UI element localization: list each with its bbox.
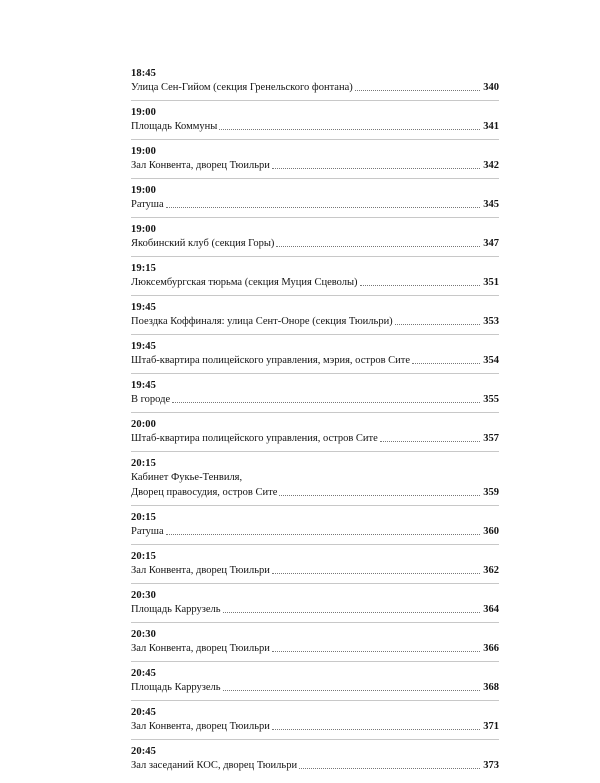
toc-entry[interactable]: [131, 379, 499, 413]
entry-line: [131, 158, 499, 173]
entry-title: Зал заседаний КОС, дворец Тюильри: [131, 760, 298, 771]
entry-title: Площадь Коммуны: [131, 121, 218, 132]
entry-line: [131, 719, 499, 734]
entry-line: [131, 563, 499, 578]
entry-time: 20:00: [131, 419, 156, 430]
entry-line: [131, 353, 499, 368]
entry-page-number: 354: [483, 355, 499, 366]
entry-time: 19:15: [131, 263, 156, 274]
dot-leader: [355, 90, 481, 91]
entry-page-number: 347: [483, 238, 499, 249]
entry-line: [131, 524, 499, 539]
dot-leader: [223, 612, 481, 613]
entry-title: Улица Сен-Гийом (секция Гренельского фонтана): [131, 82, 353, 93]
dot-leader: [395, 324, 481, 325]
dot-leader: [272, 651, 480, 652]
dot-leader: [223, 690, 481, 691]
entry-page-number: 341: [483, 121, 499, 132]
entry-page-number: 345: [483, 199, 499, 210]
toc-entry[interactable]: [131, 457, 499, 506]
entry-time: 20:45: [131, 707, 156, 718]
entry-line: [131, 236, 499, 251]
entry-page-number: 373: [483, 760, 499, 771]
entry-page-number: 355: [483, 394, 499, 405]
entry-title: Зал Конвента, дворец Тюильри: [131, 565, 270, 576]
toc-entry[interactable]: [131, 340, 499, 374]
entry-title: Площадь Каррузель: [131, 682, 221, 693]
entry-page-number: 368: [483, 682, 499, 693]
toc-entry[interactable]: [131, 223, 499, 257]
entry-title: Якобинский клуб (секция Горы): [131, 238, 275, 249]
entry-line: [131, 431, 499, 446]
entry-time: 19:00: [131, 146, 156, 157]
entry-line: [131, 680, 499, 695]
entry-title: Зал Конвента, дворец Тюильри: [131, 160, 270, 171]
entry-title: Штаб-квартира полицейского управления, мэрия, остров Сите: [131, 355, 411, 366]
entry-time: 20:15: [131, 551, 156, 562]
entry-time: 19:00: [131, 107, 156, 118]
toc-entry[interactable]: [131, 184, 499, 218]
entry-page-number: 353: [483, 316, 499, 327]
entry-title: Дворец правосудия, остров Сите: [131, 487, 278, 498]
entry-line: [131, 485, 499, 500]
toc-entry[interactable]: [131, 262, 499, 296]
entry-page-number: 364: [483, 604, 499, 615]
entry-time: 20:45: [131, 746, 156, 757]
entry-page-number: 360: [483, 526, 499, 537]
toc-entry[interactable]: [131, 511, 499, 545]
toc-entry[interactable]: [131, 628, 499, 662]
entry-line: [131, 641, 499, 656]
toc-entry[interactable]: [131, 706, 499, 740]
dot-leader: [279, 495, 480, 496]
entry-time: 19:45: [131, 341, 156, 352]
entry-line: [131, 392, 499, 407]
entry-page-number: 362: [483, 565, 499, 576]
entry-title: Зал Конвента, дворец Тюильри: [131, 721, 270, 732]
dot-leader: [272, 573, 480, 574]
entry-time: 19:00: [131, 185, 156, 196]
entry-time: 19:00: [131, 224, 156, 235]
entry-page-number: 357: [483, 433, 499, 444]
entry-line: [131, 119, 499, 134]
entry-line: [131, 758, 499, 773]
entry-line: [131, 197, 499, 212]
entry-title: Зал Конвента, дворец Тюильри: [131, 643, 270, 654]
toc-entry[interactable]: [131, 106, 499, 140]
toc-entry[interactable]: [131, 418, 499, 452]
entry-page-number: 342: [483, 160, 499, 171]
dot-leader: [219, 129, 480, 130]
dot-leader: [172, 402, 480, 403]
entry-title: Площадь Каррузель: [131, 604, 221, 615]
toc-entry[interactable]: [131, 667, 499, 701]
toc-entry[interactable]: [131, 589, 499, 623]
entry-title: Ратуша: [131, 199, 164, 210]
toc-entry[interactable]: [131, 550, 499, 584]
dot-leader: [412, 363, 480, 364]
dot-leader: [380, 441, 480, 442]
entry-page-number: 371: [483, 721, 499, 732]
dot-leader: [299, 768, 480, 769]
entry-page-number: 340: [483, 82, 499, 93]
entry-line: [131, 314, 499, 329]
entry-time: 18:45: [131, 68, 156, 79]
entry-title: Штаб-квартира полицейского управления, остров Сите: [131, 433, 378, 444]
dot-leader: [276, 246, 480, 247]
toc-entry[interactable]: [131, 67, 499, 101]
entry-time: 20:45: [131, 668, 156, 679]
entry-time: 20:15: [131, 512, 156, 523]
entry-page-number: 359: [483, 487, 499, 498]
entry-time: 19:45: [131, 380, 156, 391]
dot-leader: [272, 729, 480, 730]
entry-title: Ратуша: [131, 526, 164, 537]
entry-line: [131, 602, 499, 617]
entry-page-number: 366: [483, 643, 499, 654]
entry-title: В городе: [131, 394, 171, 405]
entry-title-first-line: Кабинет Фукье-Тенвиля,: [131, 472, 243, 483]
dot-leader: [166, 534, 481, 535]
entry-line: [131, 275, 499, 290]
entry-title: Поездка Коффиналя: улица Сент-Оноре (секция Тюильри): [131, 316, 393, 327]
entry-line: [131, 80, 499, 95]
dot-leader: [272, 168, 480, 169]
toc-entry[interactable]: [131, 301, 499, 335]
toc-entry[interactable]: [131, 145, 499, 179]
entry-time: 20:15: [131, 458, 156, 469]
entry-time: 20:30: [131, 590, 156, 601]
entry-title: Люксембургская тюрьма (секция Муция Сцеволы): [131, 277, 358, 288]
entry-time: 19:45: [131, 302, 156, 313]
dot-leader: [360, 285, 481, 286]
entry-time: 20:30: [131, 629, 156, 640]
dot-leader: [166, 207, 481, 208]
entry-page-number: 351: [483, 277, 499, 288]
table-of-contents: [131, 67, 499, 783]
